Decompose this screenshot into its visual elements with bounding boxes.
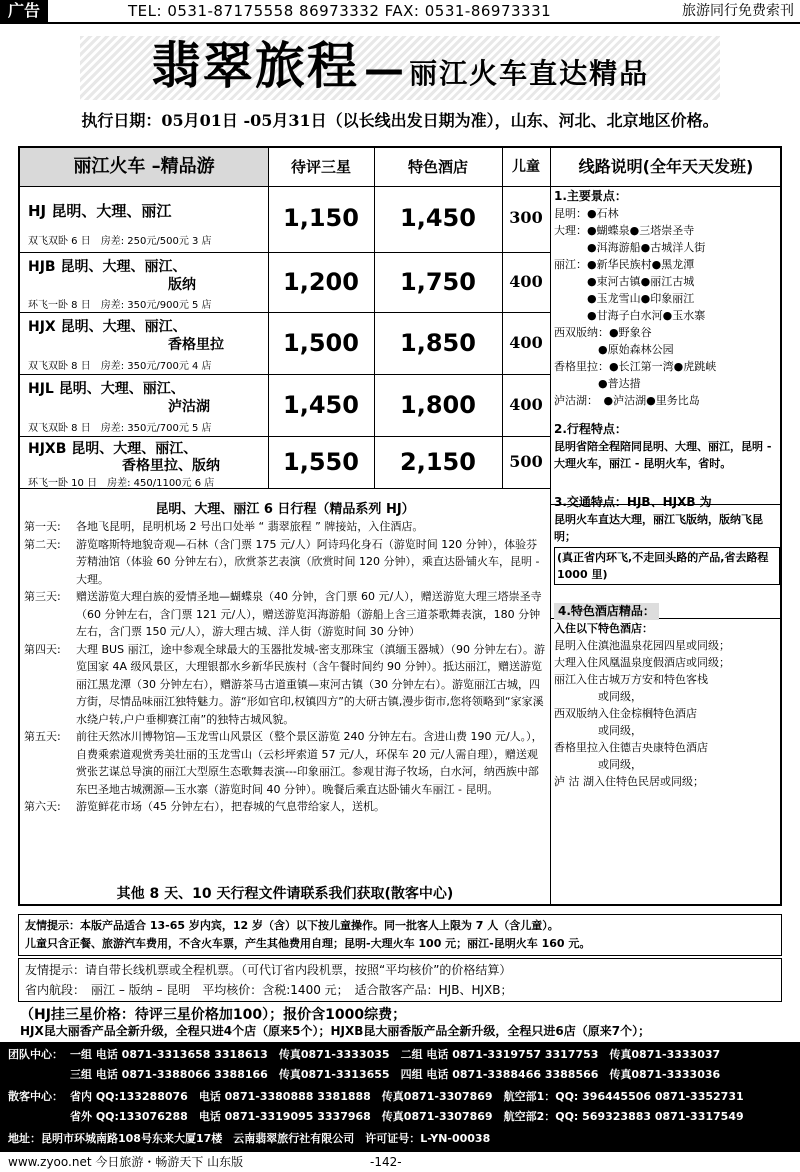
- price-child: 300: [509, 208, 543, 227]
- route-section-title: 1.主要景点：: [554, 189, 627, 203]
- route-line: 或同级，: [554, 724, 642, 737]
- tip-line: 儿童只含正餐、旅游汽车费用，不含火车票，产生其他费用自理；昆明-大理火车 100 元；丽江-昆明火车 160 元。: [25, 937, 591, 950]
- route-highlight-box: (真正省内环飞,不走回头路的产品,省去路程 1000 里): [554, 547, 780, 585]
- price-special-hotel: 1,800: [400, 391, 476, 419]
- price-special-hotel: 1,750: [400, 268, 476, 296]
- page-number: -142-: [370, 1155, 402, 1169]
- tip-line: 省内航段： 丽江 – 版纳 – 昆明 平均核价：含税:1400 元； 适合散客产品：HJB、HJXB；: [25, 983, 513, 997]
- brand-name: 翡翠旅程: [150, 36, 359, 95]
- itinerary-day: 第六天: 游览鲜花市场（45 分钟左右），把春城的气息带给家人，送机。: [24, 800, 385, 813]
- itinerary-day: 第三天: 赠送游览大理白族的爱情圣地—蝴蝶泉（40 分钟，含门票 60 元/人），赠送游览大理三塔崇圣寺（60 分钟左右，含门票 121 元/人），赠送游览洱海游船（游船上含三道茶歌舞表演，180 分钟左右，含门票 150 元/人），游大理古城、洋人街（游览时间 30 分钟）: [24, 590, 542, 638]
- route-line: 西双版纳入住金棕榈特色酒店: [554, 707, 697, 720]
- table-row: [20, 252, 550, 312]
- itinerary-day: 第二天: 游览喀斯特地貌奇观—石林（含门票 175 元/人）阿诗玛化身石（游览时间 120 分钟），体验芬芳精油馆（体验 60 分钟左右），欣赏茶艺表演（欣赏时间 120 分钟），乘直达卧铺火车，昆明 - 大理。: [24, 537, 540, 586]
- route-line: ●洱海游船●古城洋人街: [554, 241, 706, 254]
- route-line: ●玉龙雪山●印象丽江: [554, 292, 695, 305]
- price-three-star: 1,450: [283, 391, 359, 419]
- itinerary-day: 第一天: 各地飞昆明，昆明机场 2 号出口处举 “ 翡翠旅程 ” 牌接站，入住酒店。: [24, 520, 424, 533]
- price-special-hotel: 1,850: [400, 329, 476, 357]
- route-line: ●甘海子白水河●玉水寨: [554, 309, 706, 322]
- product-name-cont: 版纳: [168, 277, 196, 293]
- route-line: 丽江入住古城万方安和特色客栈: [554, 673, 708, 686]
- product-meta: 环飞一卧 10 日 房差: 450/1100元 6 店: [28, 478, 215, 489]
- spacer: [554, 409, 780, 421]
- ad-contact: TEL: 0531-87175558 86973332 FAX: 0531-86973331: [128, 2, 552, 20]
- itinerary-day: 第四天: 大理 BUS 丽江，途中参观全球最大的玉器批发城-密支那珠宝（滇缅玉器城）（90 分钟左右）。游览国家 4A 级风景区，大理银都水乡新华民族村（含午餐时间约 90 分钟）。抵达丽江，赠送游览丽江黑龙潭（30 分钟左右），赠游茶马古道重镇—束河古镇（30 分钟左右）。游览丽江古城，四方街，尽情品味丽江独特魅力。游“形如官印,权镇四方”的大研古镇,漫步街市,您将领略到“家家溪水绕户转,户户垂柳赛江南”的独特古城风貌。: [24, 642, 546, 726]
- price-special-hotel: 2,150: [400, 448, 476, 476]
- route-section-title: 4.特色酒店精品：: [554, 603, 780, 620]
- tip-line: 友情提示：请自带长线机票或全程机票。（可代订省内段机票，按照“平均核价”的价格结算）: [25, 963, 512, 977]
- product-name: HJB 昆明、大理、丽江、: [28, 259, 187, 275]
- contact-line: 散客中心： 省内 QQ:133288076 电话 0871-3380888 3381888 传真0871-3307869 航空部1：QQ: 396445506 0871-3352731: [8, 1090, 744, 1103]
- route-line: ●原始森林公园: [554, 343, 674, 356]
- table-row: [20, 374, 550, 436]
- itinerary-footer: 其他 8 天、10 天行程文件请联系我们获取(散客中心): [116, 886, 454, 902]
- route-text: 昆明省陪全程陪同昆明、大理、丽江，昆明 - 大理火车，丽江 - 昆明火车，省时。: [554, 440, 772, 470]
- product-meta: 环飞一卧 8 日 房差: 350元/900元 5 店: [28, 300, 212, 311]
- footer-site: www.zyoo.net 今日旅游・畅游天下 山东版: [8, 1155, 244, 1169]
- route-line: 大理：●蝴蝶泉●三塔崇圣寺: [554, 224, 695, 237]
- product-name-cont: 香格里拉: [168, 337, 224, 353]
- friendly-tip-box: [18, 914, 782, 956]
- execution-date-line: 执行日期：05月01日 -05月31日（以长线出发日期为准），山东、河北、北京地区价格。: [81, 111, 719, 130]
- price-three-star: 1,550: [283, 448, 359, 476]
- flight-tip-box: [18, 958, 782, 1002]
- page-title: [0, 30, 800, 102]
- route-line: 香格里拉入住德吉央康特色酒店: [554, 741, 708, 754]
- price-note: （HJ挂三星价格：待评三星价格加100）；报价含1000综费；: [20, 1007, 407, 1023]
- product-meta: 双飞双卧 6 日 房差: 250元/500元 3 店: [28, 236, 212, 247]
- route-line: 昆明：●石林: [554, 207, 619, 220]
- product-name: HJL 昆明、大理、丽江、: [28, 381, 185, 397]
- contact-line: 省外 QQ:133076288 电话 0871-3319095 3337968 传真0871-3307869 航空部2：QQ: 569323883 0871-3317549: [70, 1110, 744, 1123]
- product-meta: 双飞双卧 8 日 房差: 350元/700元 5 店: [28, 423, 212, 434]
- price-child: 500: [509, 452, 543, 471]
- upgrade-note: HJX昆大丽香产品全新升级，全程只进4个店（原来5个）；HJXB昆大丽香版产品全新升级，全程只进6店（原来7个）；: [20, 1024, 651, 1038]
- header-product: 丽江火车 –精品游: [20, 148, 268, 186]
- route-line: 香格里拉：●长江第一湾●虎跳峡: [554, 360, 717, 373]
- route-line: ●普达措: [554, 377, 641, 390]
- spacer: [554, 585, 780, 603]
- route-line: 泸沽湖： ●泸沽湖●里务比岛: [554, 394, 700, 407]
- route-line: 泸 沽 湖入住特色民居或同级；: [554, 775, 704, 788]
- price-special-hotel: 1,450: [400, 204, 476, 232]
- route-line: 或同级，: [554, 758, 642, 771]
- product-name: HJ 昆明、大理、丽江: [28, 202, 172, 220]
- itinerary-day: 第五天: 前往天然冰川博物馆—玉龙雪山风景区（整个景区游览 240 分钟左右。含进山费 190 元/人。），自费乘索道观赏秀美壮丽的玉龙雪山（云杉坪索道 57 元/人，环保车 20 元/人需自理），赠送观赏张艺谋总导演的丽江大型原生态歌舞表演---印象丽江。参观甘海子牧场，白水河，纳西族中部东巴圣地古城溯源—玉水寨（游览时间 40 分钟）。晚餐后乘直达卧铺火车丽江 - 昆明。: [24, 730, 543, 796]
- product-name: HJX 昆明、大理、丽江、: [28, 319, 187, 335]
- route-text: 昆明火车直达大理，丽江飞版纳，版纳飞昆明；: [554, 513, 763, 543]
- contact-block: [0, 1042, 800, 1152]
- route-line: 丽江：●新华民族村●黑龙潭: [554, 258, 695, 271]
- table-row: [20, 312, 550, 374]
- product-name: HJXB 昆明、大理、丽江、: [28, 441, 198, 457]
- price-three-star: 1,150: [283, 204, 359, 232]
- ad-tag: 广告: [0, 0, 48, 22]
- route-line: 或同级，: [554, 690, 642, 703]
- price-child: 400: [509, 395, 543, 414]
- header-route-notes: 线路说明(全年天天发班): [578, 157, 754, 176]
- divider: [550, 148, 551, 904]
- route-line: 西双版纳：●野象谷: [554, 326, 652, 339]
- table-row: [20, 436, 550, 488]
- tip-line: 友情提示：本版产品适合 13-65 岁内宾，12 岁（含）以下按儿童操作。同一批客人上限为 7 人（含儿童）。: [25, 919, 559, 932]
- table-row: [20, 186, 550, 252]
- ad-strip: [0, 0, 800, 24]
- product-name-cont: 香格里拉、版纳: [122, 458, 220, 474]
- product-table: [18, 146, 782, 906]
- route-subtitle: 入住以下特色酒店：: [554, 622, 653, 635]
- price-three-star: 1,500: [283, 329, 359, 357]
- title-dash: —: [363, 47, 404, 93]
- page-footer: [0, 1152, 800, 1172]
- contact-line: 三组 电话 0871-3388066 3388166 传真0871-3313655 四组 电话 0871-3388466 3388566 传真0871-3333036: [70, 1068, 721, 1081]
- route-line: 大理入住风凰温泉度假酒店或同级；: [554, 656, 730, 669]
- route-section-title: 2.行程特点：: [554, 422, 627, 436]
- itinerary: [24, 518, 546, 816]
- address-line: 地址：昆明市环城南路108号东来大厦17楼 云南翡翠旅行社有限公司 许可证号：L-YN-00038: [8, 1132, 491, 1145]
- header-child: 儿童: [512, 159, 540, 175]
- header-three-star: 待评三星: [290, 158, 351, 176]
- price-child: 400: [509, 272, 543, 291]
- itinerary-title: 昆明、大理、丽江 6 日行程（精品系列 HJ）: [155, 502, 415, 517]
- route-line: ●束河古镇●丽江古城: [554, 275, 695, 288]
- route-notes: [554, 188, 780, 790]
- price-child: 400: [509, 333, 543, 352]
- contact-line: 团队中心： 一组 电话 0871-3313658 3318613 传真0871-3333035 二组 电话 0871-3319757 3317753 传真0871-3333037: [8, 1048, 721, 1061]
- route-section-title: 3.交通特点：HJB、HJXB 为: [554, 495, 712, 509]
- ad-right-caption: 旅游同行免费索刊: [682, 3, 794, 19]
- header-special-hotel: 特色酒店: [407, 158, 468, 176]
- product-name-cont: 泸沽湖: [168, 399, 210, 415]
- price-three-star: 1,200: [283, 268, 359, 296]
- route-line: 昆明入住滇池温泉花园四星或同级；: [554, 639, 730, 652]
- product-meta: 双飞双卧 8 日 房差: 350元/700元 4 店: [28, 361, 212, 372]
- spacer: [554, 472, 780, 494]
- title-subtitle: 丽江火车直达精品: [409, 57, 650, 90]
